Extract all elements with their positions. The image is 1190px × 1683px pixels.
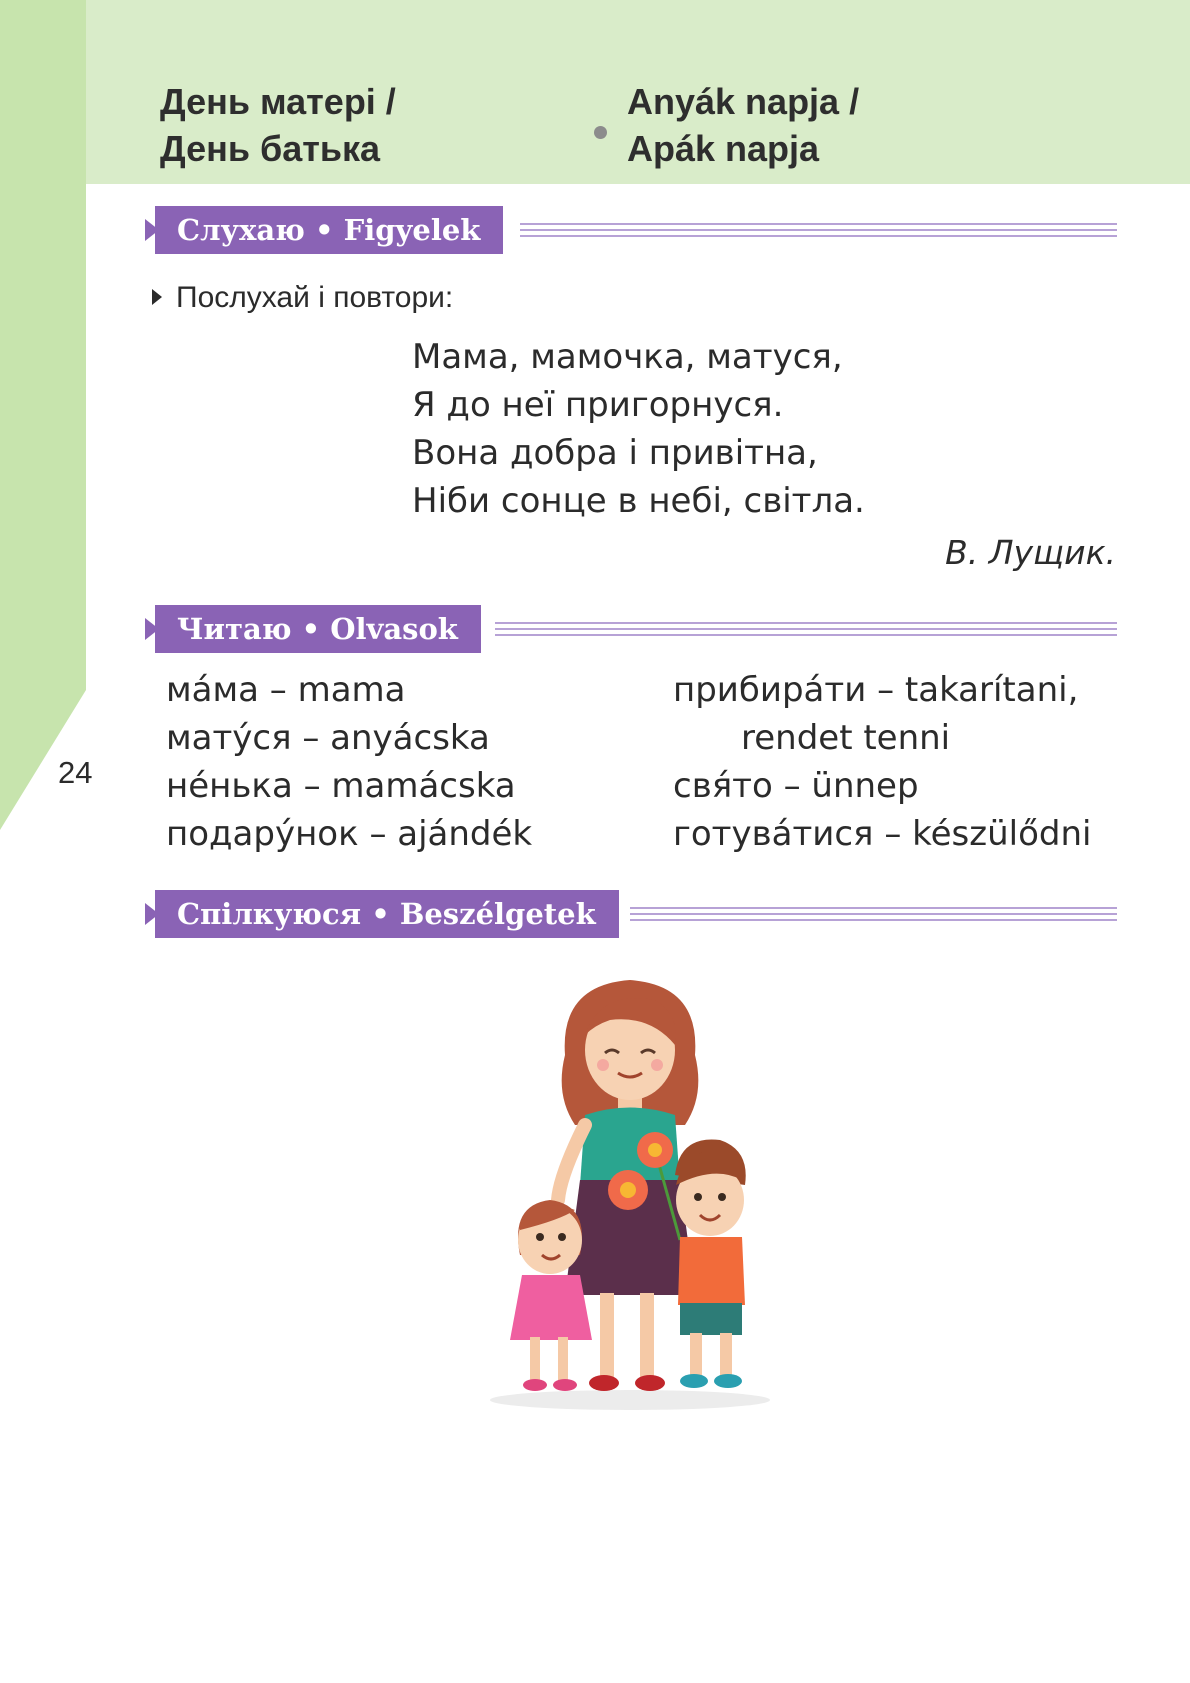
play-triangle-icon [152, 289, 162, 305]
vocab-item-continuation: rendet tenni [741, 718, 951, 758]
section-listen-header [145, 206, 1117, 254]
side-tab [0, 0, 86, 830]
poem-line: Ніби сонце в небі, світла. [412, 481, 865, 521]
poem-line: Вона добра і привітна, [412, 433, 818, 473]
vocab-item: не́нька – mamácska [166, 766, 516, 806]
vocab-item: подару́нок – ajándék [166, 814, 533, 854]
section-listen-label: Слухаю • Figyelek [155, 206, 503, 254]
listen-instruction [152, 281, 453, 315]
poem [412, 333, 865, 525]
vocab-item: ма́ма – mama [166, 670, 406, 710]
poem-line: Мама, мамочка, матуся, [412, 337, 843, 377]
page-title-ukrainian [160, 78, 396, 172]
vocab-item: готува́тися – készülődni [673, 814, 1092, 854]
title-uk-line-2: День батька [160, 128, 381, 169]
page-title-hungarian [627, 78, 859, 172]
vocab-item: мату́ся – anyácska [166, 718, 490, 758]
vocabulary-left-column [166, 666, 532, 858]
title-hu-line-2: Apák napja [627, 128, 820, 169]
section-talk-header [145, 890, 1117, 938]
title-hu-line-1: Anyák napja / [627, 81, 860, 122]
poem-author: В. Лущик. [945, 533, 1116, 572]
section-read-label: Читаю • Olvasok [155, 605, 481, 653]
section-divider-lines [495, 622, 1117, 636]
poem-line: Я до неї пригорнуся. [412, 385, 784, 425]
section-divider-lines [520, 223, 1117, 237]
vocab-item: свя́то – ünnep [673, 766, 919, 806]
section-divider-lines [630, 907, 1117, 921]
section-read-header [145, 605, 1117, 653]
title-uk-line-1: День матері / [160, 81, 396, 122]
vocab-item: прибира́ти – takarítani, [673, 670, 1079, 710]
title-separator-dot [594, 126, 607, 139]
section-talk-label: Спілкуюся • Beszélgetek [155, 890, 619, 938]
page-number: 24 [58, 755, 93, 790]
mother-with-children-illustration [480, 975, 780, 1415]
vocabulary-right-column [673, 666, 1091, 858]
instruction-text: Послухай і повтори: [176, 281, 454, 314]
